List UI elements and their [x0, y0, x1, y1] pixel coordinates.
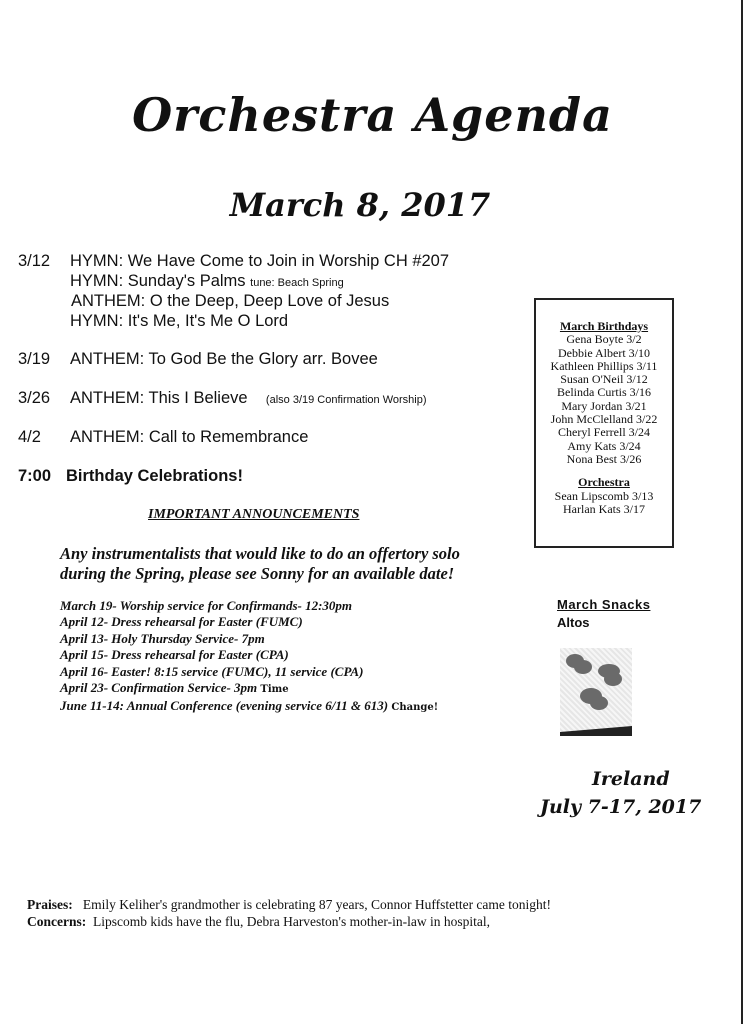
agenda-date: 3/19 [18, 350, 51, 368]
birthdays-box [534, 298, 674, 548]
birthday-entry: Gena Boyte 3/2 [566, 332, 642, 347]
event-text: April 16- Easter! 8:15 service (FUMC), 11 service (CPA) [60, 663, 364, 679]
birthday-entry: Amy Kats 3/24 [567, 438, 641, 453]
agenda-item-text: HYMN: Sunday's Palms [70, 272, 246, 290]
page-title: Orchestra Agenda [132, 88, 613, 142]
offertory-line: Any instrumentalists that would like to do an offertory solo [60, 544, 460, 563]
agenda-item-text: ANTHEM: This I Believe [70, 389, 248, 407]
praises-line [27, 896, 551, 913]
snacks-group: Altos [557, 615, 590, 630]
praises-text: Emily Keliher's grandmother is celebrating 87 years, Connor Huffstetter came tonight! [82, 897, 552, 912]
agenda-item: Birthday Celebrations! [66, 467, 243, 485]
event-text: April 23- Confirmation Service- 3pm [60, 680, 258, 696]
birthday-entry: Belinda Curtis 3/16 [557, 385, 651, 400]
event-tag: Change! [391, 702, 439, 714]
praises-label: Praises: [27, 897, 73, 912]
event-text: April 12- Dress rehearsal for Easter (FUMC) [60, 614, 303, 630]
agenda-item: HYMN: It's Me, It's Me O Lord [70, 312, 289, 330]
event-item [60, 647, 438, 663]
agenda-date: 3/12 [18, 252, 51, 270]
trip-destination: Ireland [592, 768, 670, 790]
agenda-item [70, 389, 427, 408]
birthday-entry: Debbie Albert 3/10 [558, 345, 650, 360]
announcements-heading: IMPORTANT ANNOUNCEMENTS [148, 507, 360, 522]
agenda-date: 4/2 [18, 428, 41, 446]
birthday-entry: Kathleen Phillips 3/11 [550, 358, 658, 373]
birthday-entry: Cheryl Ferrell 3/24 [558, 425, 650, 440]
event-text: March 19- Worship service for Confirmands- 12:30pm [60, 598, 353, 613]
orchestra-birthdays-heading: Orchestra [578, 475, 630, 490]
event-text: April 13- Holy Thursday Service- 7pm [60, 630, 265, 646]
agenda-item: ANTHEM: To God Be the Glory arr. Bovee [70, 350, 378, 368]
event-text: June 11-14: Annual Conference (evening service 6/11 & 613) [60, 698, 389, 714]
praises-concerns [27, 896, 551, 930]
trip-dates: July 7-17, 2017 [540, 796, 702, 818]
agenda-item: ANTHEM: O the Deep, Deep Love of Jesus [71, 292, 390, 310]
offertory-notice [60, 544, 460, 584]
event-item [60, 698, 438, 716]
event-text: April 15- Dress rehearsal for Easter (CPA) [60, 647, 289, 663]
event-item [60, 614, 438, 630]
event-item [60, 631, 438, 647]
agenda-note: (also 3/19 Confirmation Worship) [265, 394, 427, 406]
page-edge-line [741, 0, 743, 1024]
agenda-item: HYMN: We Have Come to Join in Worship CH #207 [70, 252, 450, 270]
shamrock-cookies-image [560, 648, 632, 736]
birthday-entry: Mary Jordan 3/21 [561, 398, 647, 413]
agenda-item [70, 272, 344, 291]
event-item [60, 680, 438, 698]
birthday-entry: John McClelland 3/22 [550, 412, 658, 427]
page-date: March 8, 2017 [229, 186, 491, 224]
events-list [60, 598, 438, 717]
agenda-date: 3/26 [18, 389, 51, 407]
concerns-text: Lipscomb kids have the flu, Debra Harveston's mother-in-law in hospital, [93, 914, 490, 929]
event-tag: Time [260, 684, 289, 696]
snacks-heading: March Snacks [557, 597, 651, 612]
concerns-line [27, 913, 551, 930]
birthday-entry: Nona Best 3/26 [566, 451, 642, 466]
birthday-entry: Sean Lipscomb 3/13 [554, 488, 654, 503]
offertory-line: during the Spring, please see Sonny for an available date! [60, 564, 455, 583]
agenda-item: ANTHEM: Call to Remembrance [70, 428, 309, 446]
concerns-label: Concerns: [27, 914, 87, 929]
agenda-note: tune: Beach Spring [250, 277, 344, 289]
birthdays-heading: March Birthdays [559, 319, 649, 333]
birthday-entry: Susan O'Neil 3/12 [560, 372, 648, 387]
agenda-date: 7:00 [18, 467, 52, 485]
birthday-entry: Harlan Kats 3/17 [563, 501, 645, 516]
event-item [60, 598, 438, 614]
event-item [60, 664, 438, 680]
